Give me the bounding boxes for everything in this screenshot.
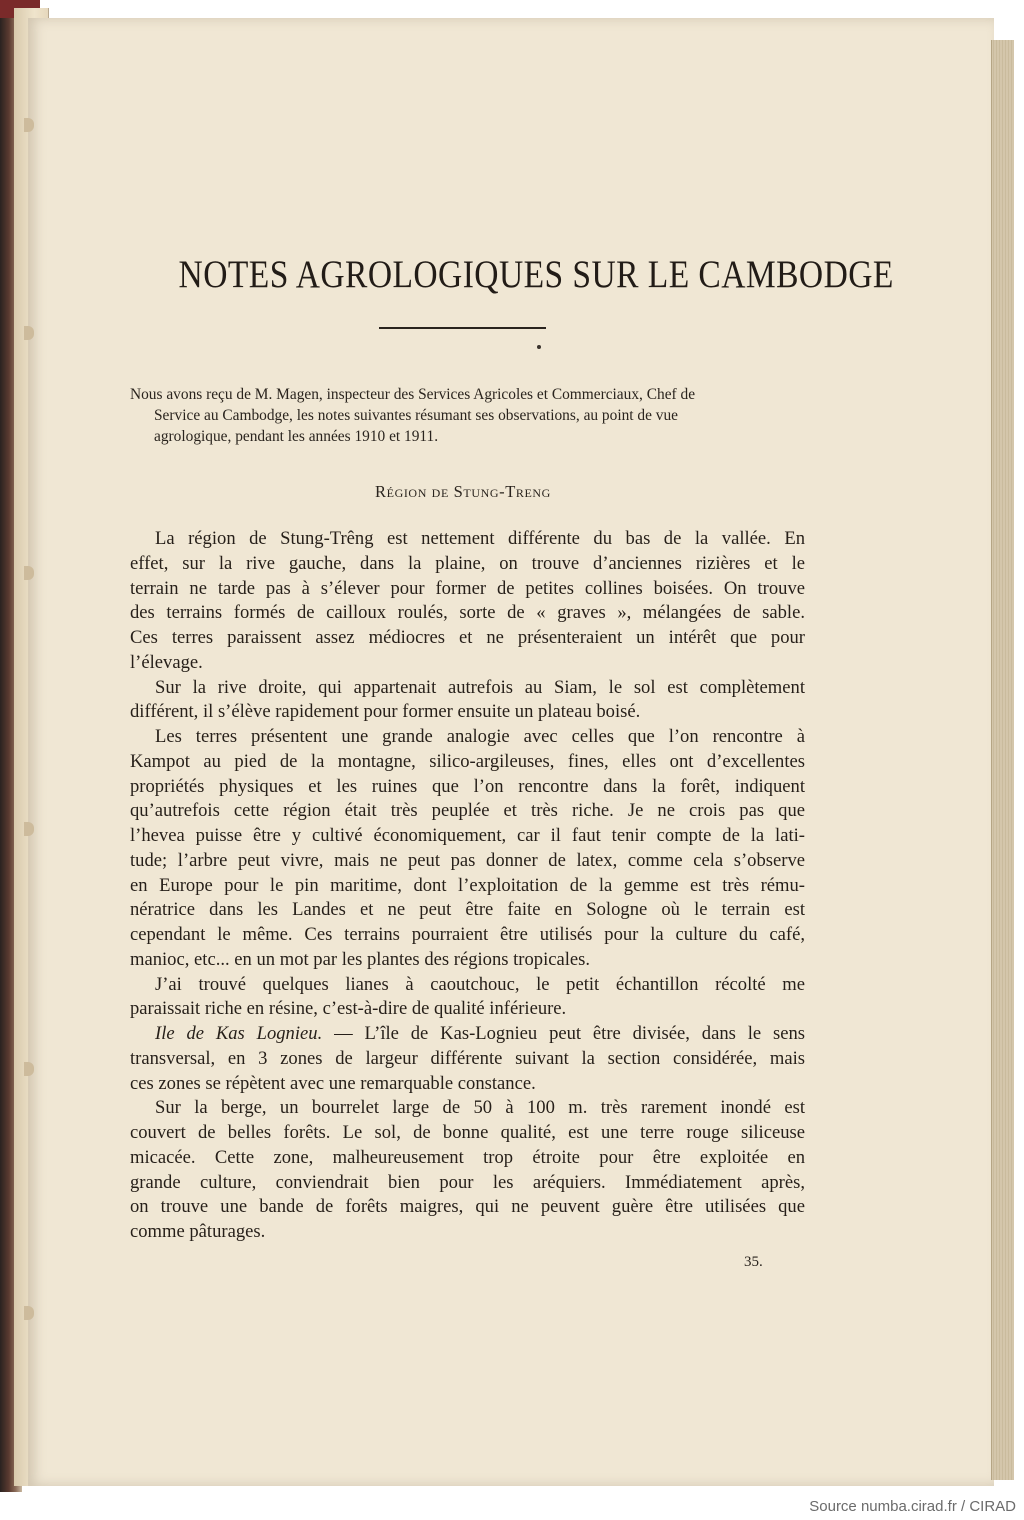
body-line: paraissait riche en résine, c’est-à-dire de qualité inférieure.	[130, 998, 567, 1020]
body-line: l’élevage.	[130, 651, 203, 673]
intro-line: Nous avons reçu de M. Magen, inspecteur des Services Agricoles et Commerciaux, Chef de	[130, 386, 696, 403]
body-line: des terrains formés de cailloux roulés, sorte de « graves », mélangées de sable.	[130, 602, 805, 624]
body-line: tude; l’arbre peut vivre, mais ne peut pas donner de latex, comme cela s’observe	[130, 849, 805, 871]
body-line: J’ai trouvé quelques lianes à caoutchouc, le petit échantillon récolté me	[155, 973, 805, 995]
body-line: transversal, en 3 zones de largeur différente suivant la section considérée, mais	[130, 1047, 805, 1069]
body-line: effet, sur la rive gauche, dans la plaine, on trouve d’anciennes rizières et le	[130, 552, 805, 574]
body-line: comme pâturages.	[130, 1221, 266, 1242]
body-line: différent, il s’élève rapidement pour former ensuite un plateau boisé.	[130, 701, 641, 723]
intro-line: Service au Cambodge, les notes suivantes résumant ses observations, au point de vue	[154, 407, 679, 424]
body-line: Kampot au pied de la montagne, silico-argileuses, fines, elles ont d’excellentes	[130, 750, 805, 772]
body-line: Ces terres paraissent assez médiocres et ne présenteraient un intérêt que pour	[130, 627, 805, 648]
body-line: Sur la rive droite, qui appartenait autrefois au Siam, le sol est complètement	[155, 676, 805, 698]
body-line: cependant le même. Ces terrains pourraient être utilisés pour la culture du café,	[130, 924, 805, 945]
body-line: La région de Stung-Trêng est nettement différente du bas de la vallée. En	[155, 528, 805, 549]
body-line: l’hevea puisse être y cultivé économiquement, car il faut tenir compte de la lati-	[130, 825, 805, 846]
body-line: on trouve une bande de forêts maigres, qui ne peuvent guère être utilisées que	[130, 1196, 805, 1218]
article-title: NOTES AGROLOGIQUES SUR LE CAMBODGE	[178, 253, 894, 296]
body-line: terrain ne tarde pas à s’élever pour former de petites collines boisées. On trouve	[130, 577, 805, 599]
body-line: nératrice dans les Landes et ne peut être faite en Sologne où le terrain est	[130, 899, 805, 921]
intro-line: agrologique, pendant les années 1910 et 1911.	[154, 428, 439, 445]
body-line: Les terres présentent une grande analogie avec celles que l’on rencontre à	[155, 726, 805, 747]
body-line: manioc, etc... en un mot par les plantes des régions tropicales.	[130, 948, 591, 970]
body-line: en Europe pour le pin maritime, dont l’exploitation de la gemme est très rému-	[130, 874, 805, 896]
page-number: 35.	[744, 1254, 763, 1270]
body-line-kas-lognieu	[130, 1022, 805, 1047]
source-credit: Source numba.cirad.fr / CIRAD	[809, 1498, 1016, 1515]
body-line: micacée. Cette zone, malheureusement trop étroite pour être exploitée en	[130, 1146, 805, 1168]
ornament-dot	[537, 345, 541, 349]
body-line: qu’autrefois cette région était très peuplée et très riche. Je ne crois pas que	[130, 800, 805, 822]
body-line: propriétés physiques et les ruines que l’on rencontre dans la forêt, indiquent	[130, 775, 805, 797]
intro-paragraph	[130, 384, 796, 447]
body-line: grande culture, conviendrait bien pour les aréquiers. Immédiatement après,	[130, 1171, 805, 1193]
section-heading: Région de Stung-Treng	[375, 482, 551, 501]
italic-lead: Ile de Kas Lognieu.	[155, 1023, 323, 1044]
title-rule	[379, 327, 546, 329]
body-line: ces zones se répètent avec une remarquable constance.	[130, 1072, 536, 1094]
body-line-rest: — L’île de Kas-Lognieu peut être divisée, dans le sens	[334, 1023, 805, 1044]
body-line: Sur la berge, un bourrelet large de 50 à 100 m. très rarement inondé est	[155, 1097, 805, 1119]
body-text	[130, 527, 805, 1245]
body-line: couvert de belles forêts. Le sol, de bonne qualité, est une terre rouge siliceuse	[130, 1122, 805, 1143]
